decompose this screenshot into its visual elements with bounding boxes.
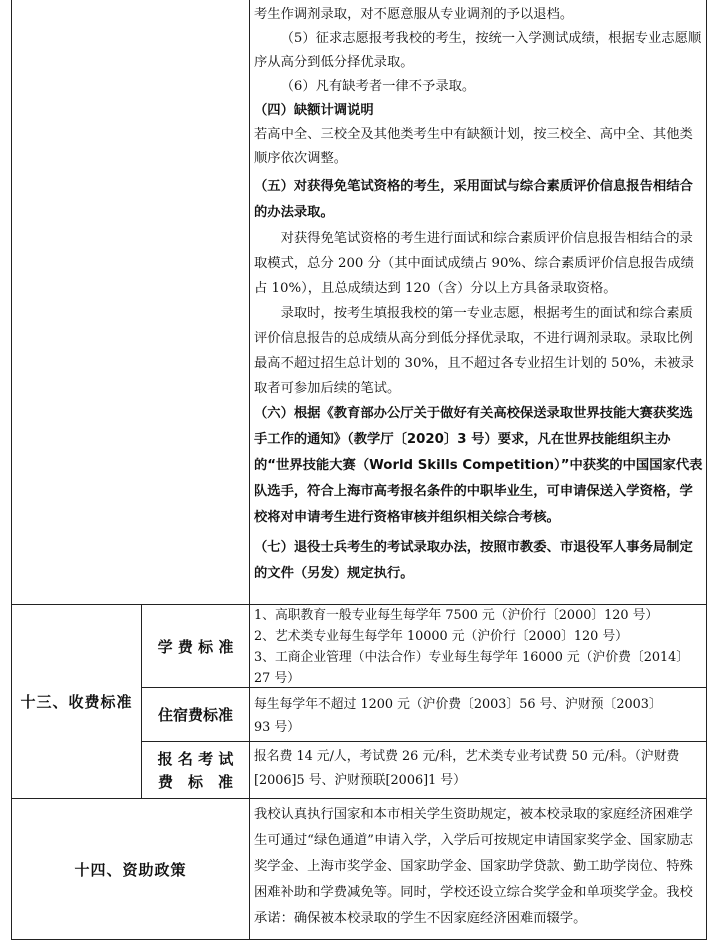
paragraph-absence: （6）凡有缺考者一律不予录取。	[280, 79, 476, 94]
paragraph-exempt-score: 对获得免笔试资格的考生进行面试和综合素质评价信息报告相结合的录取模式，总分 200 分（其中面试成绩占 90%、综合素质评价信息报告成绩占 10%），且总成绩达到 120（含）分以上方具备录取资格。	[254, 231, 694, 296]
paragraph-transfer: 考生作调剂录取，对不愿意服从专业调剂的予以退档。	[254, 7, 574, 22]
paragraph-volunteer: （5）征求志愿报考我校的考生，按统一入学测试成绩，根据专业志愿顺序从高分到低分择优录取。	[254, 31, 702, 70]
heading-veterans: （七）退役士兵考生的考试录取办法，按照市教委、市退役军人事务局制定的文件（另发）规定执行。	[254, 540, 693, 581]
tuition-item: 1、高职教育一般专业每生每学年 7500 元（沪价行〔2000〕120 号）	[254, 608, 659, 623]
lodging-label: 住宿费标准	[157, 706, 233, 724]
tuition-label: 学 费 标 准	[157, 637, 234, 656]
heading-worldskills: （六）根据《教育部办公厅关于做好有关高校保送录取世界技能大赛获奖选手工作的通知》（教学厅〔2020〕3 号）要求，凡在世界技能组织主办的“世界技能大赛（World Skills Competition）”中获奖的中国国家代表队选手，符合上海市高考报名条件的中职毕业生，可申请保送入学资格，学校将对申请考生进行资格审核并组织相关综合考核。	[254, 406, 703, 525]
registration-label-line2: 费 标 准	[157, 773, 233, 791]
section-fourteen-title: 十四、资助政策	[74, 860, 187, 879]
admission-table	[11, 0, 707, 940]
heading-exempt: （五）对获得免笔试资格的考生，采用面试与综合素质评价信息报告相结合的办法录取。	[254, 179, 693, 220]
tuition-item: 2、艺术类专业每生每学年 10000 元（沪价行〔2000〕120 号）	[254, 629, 628, 644]
section-thirteen-title: 十三、收费标准	[20, 693, 133, 711]
tuition-list	[254, 605, 704, 689]
table-border-right	[706, 0, 707, 940]
registration-label-line1: 报 名 考 试	[157, 750, 234, 768]
admission-rules-cell	[254, 3, 704, 587]
tuition-item: 3、工商企业管理（中法合作）专业每生每学年 16000 元（沪价费〔2014〕27 号）	[254, 650, 690, 686]
heading-vacancy: （四）缺额计调说明	[254, 103, 374, 118]
lodging-text: 每生每学年不超过 1200 元（沪价费〔2003〕56 号、沪财预〔2003〕93 号）	[254, 697, 662, 735]
paragraph-exempt-admit: 录取时，按考生填报我校的第一专业志愿，根据考生的面试和综合素质评价信息报告的总成绩从高分到低分择优录取，不进行调剂录取。录取比例最高不超过招生总计划的 30%，且不超过各专业招生计划的 50%，未被录取者可参加后续的笔试。	[254, 306, 694, 396]
registration-text: 报名费 14 元/人，考试费 26 元/科，艺术类专业考试费 50 元/科。（沪财费[2006]5 号、沪财预联[2006]1 号）	[254, 749, 680, 788]
table-border-bottom	[11, 939, 707, 940]
registration-label	[142, 742, 249, 798]
column-divider	[249, 0, 250, 940]
funding-policy-text: 我校认真执行国家和本市相关学生资助规定，被本校录取的家庭经济困难学生可通过“绿色通道”申请入学，入学后可按规定申请国家奖学金、国家励志奖学金、上海市奖学金、国家助学金、国家助学贷款、勤工助学岗位、特殊困难补助和学费减免等。同时，学校还设立综合奖学金和单项奖学金。我校承诺：确保被本校录取的学生不因家庭经济困难而辍学。	[254, 807, 694, 926]
paragraph-vacancy: 若高中全、三校全及其他类考生中有缺额计划，按三校全、高中全、其他类顺序依次调整。	[254, 127, 693, 166]
